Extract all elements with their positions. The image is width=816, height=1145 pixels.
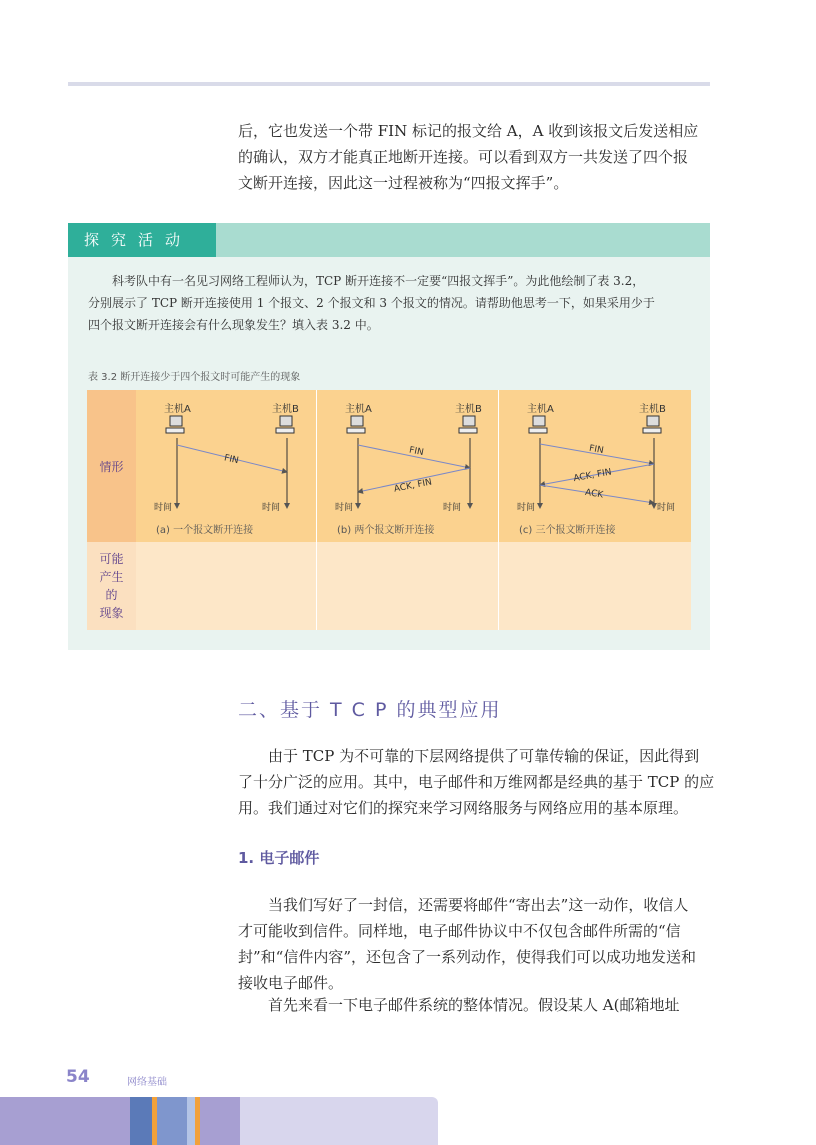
activity-title: 探究活动	[68, 223, 216, 257]
row-label-phenomenon: 可能 产生 的 现象	[87, 542, 136, 630]
computer-icon	[166, 416, 184, 433]
text-line: 封”和“信件内容”，还包含了一系列动作，使得我们可以成功地发送和	[238, 948, 697, 966]
text-line: 科考队中有一名见习网络工程师认为，TCP 断开连接不一定要“四报文挥手”。为此他绘制了表 3.2，	[112, 274, 645, 288]
text-line: 的确认，双方才能真正地断开连接。可以看到双方一共发送了四个报	[238, 148, 689, 166]
computer-icon	[276, 416, 294, 433]
footer-stripe	[187, 1097, 195, 1145]
svg-text:ACK, FIN: ACK, FIN	[393, 477, 433, 495]
answer-cell[interactable]	[317, 542, 499, 630]
text-line: 文断开连接，因此这一过程被称为“四报文挥手”。	[238, 174, 569, 192]
diagram-three-messages	[499, 390, 691, 542]
text-line: 首先来看一下电子邮件系统的整体情况。假设某人 A(邮箱地址	[268, 996, 680, 1014]
sequence-diagram	[136, 390, 317, 542]
sequence-diagram	[317, 390, 499, 542]
svg-text:时间: 时间	[154, 503, 173, 513]
text-line: 分别展示了 TCP 断开连接使用 1 个报文、2 个报文和 3 个报文的情况。请帮助他思考一下，如果采用少于	[88, 296, 655, 310]
computer-icon	[459, 416, 477, 433]
svg-text:时间: 时间	[443, 503, 462, 513]
text-line: 接收电子邮件。	[238, 974, 344, 992]
book-title: 网络基础	[127, 1077, 167, 1088]
computer-icon	[643, 416, 661, 433]
diagram-two-messages	[317, 390, 499, 542]
diagram-caption: (a) 一个报文断开连接	[156, 525, 254, 536]
host-b-label: 主机B	[455, 404, 482, 415]
footer-stripe	[0, 1097, 130, 1145]
row-label-scenario: 情形	[87, 390, 136, 542]
intro-paragraph	[238, 118, 714, 196]
svg-text:ACK, FIN: ACK, FIN	[572, 467, 613, 485]
answer-cell[interactable]	[136, 542, 317, 630]
computer-icon	[529, 416, 547, 433]
table-caption: 表 3.2 断开连接少于四个报文时可能产生的现象	[88, 372, 301, 383]
footer-stripe	[157, 1097, 187, 1145]
diagram-caption: (c) 三个报文断开连接	[519, 525, 616, 536]
host-b-label: 主机B	[272, 404, 299, 415]
svg-text:ACK: ACK	[584, 487, 604, 501]
text-line: 当我们写好了一封信，还需要将邮件“寄出去”这一动作，收信人	[268, 896, 689, 914]
tcp-paragraph	[238, 743, 714, 821]
computer-icon	[347, 416, 365, 433]
svg-text:FIN: FIN	[408, 445, 425, 459]
text-line: 四个报文断开连接会有什么现象发生？填入表 3.2 中。	[88, 318, 379, 332]
subsection-title: 1. 电子邮件	[238, 849, 320, 867]
svg-text:时间: 时间	[262, 503, 281, 513]
answer-cell[interactable]	[499, 542, 691, 630]
footer-stripe	[130, 1097, 152, 1145]
svg-text:时间: 时间	[517, 503, 536, 513]
section-title: 二、基于 T C P 的典型应用	[238, 699, 502, 721]
activity-header	[68, 223, 710, 257]
activity-text	[88, 270, 692, 336]
email-paragraph	[238, 892, 714, 996]
footer-stripe	[200, 1097, 240, 1145]
host-b-label: 主机B	[639, 404, 666, 415]
diagram-one-message	[136, 390, 317, 542]
host-a-label: 主机A	[527, 404, 554, 415]
diagram-caption: (b) 两个报文断开连接	[337, 525, 435, 536]
text-line: 后，它也发送一个带 FIN 标记的报文给 A，A 收到该报文后发送相应	[238, 122, 699, 140]
text-line: 用。我们通过对它们的探究来学习网络服务与网络应用的基本原理。	[238, 799, 689, 817]
host-a-label: 主机A	[345, 404, 372, 415]
svg-text:时间: 时间	[657, 503, 676, 513]
table-3-2	[87, 390, 691, 630]
top-rule	[68, 82, 710, 86]
page-number: 54	[66, 1067, 90, 1087]
svg-text:FIN: FIN	[223, 453, 240, 467]
sequence-diagram	[499, 390, 691, 542]
text-line: 了十分广泛的应用。其中，电子邮件和万维网都是经典的基于 TCP 的应	[238, 773, 715, 791]
text-line: 由于 TCP 为不可靠的下层网络提供了可靠传输的保证，因此得到	[268, 747, 700, 765]
svg-text:FIN: FIN	[588, 443, 605, 457]
email-paragraph-2	[238, 992, 714, 1018]
text-line: 才可能收到信件。同样地，电子邮件协议中不仅包含邮件所需的“信	[238, 922, 681, 940]
host-a-label: 主机A	[164, 404, 191, 415]
svg-text:时间: 时间	[335, 503, 354, 513]
